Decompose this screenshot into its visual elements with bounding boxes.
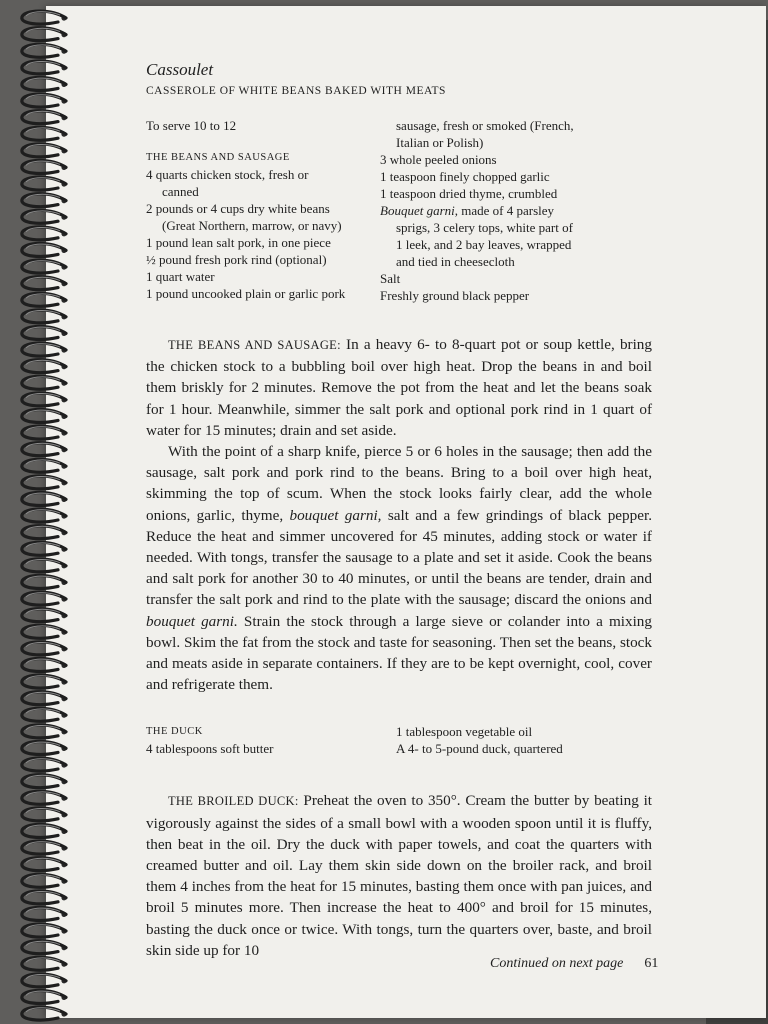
- ingredients-heading: THE DUCK: [146, 726, 203, 738]
- ingredient-line: canned: [162, 184, 199, 199]
- ingredient-line: A 4- to 5-pound duck, quartered: [396, 741, 563, 757]
- ingredients-beans-sausage: [146, 117, 652, 305]
- ingredient-line: 1 teaspoon finely chopped garlic: [380, 169, 550, 184]
- recipe-subtitle: CASSEROLE OF WHITE BEANS BAKED WITH MEATS: [146, 85, 446, 97]
- ingredient-line: sausage, fresh or smoked (French,: [396, 118, 574, 133]
- serves-line: To serve 10 to 12: [146, 118, 237, 133]
- ingredient-line: 1 leek, and 2 bay leaves, wrapped: [396, 237, 572, 252]
- ingredient-line: ½ pound fresh pork rind (optional): [146, 252, 327, 267]
- ingredient-line: 4 quarts chicken stock, fresh or: [146, 167, 309, 182]
- ingredient-line: 1 pound uncooked plain or garlic pork: [146, 286, 346, 301]
- page-number: 61: [644, 956, 659, 971]
- instruction-lead: THE BROILED DUCK:: [168, 794, 299, 809]
- ingredient-line: 1 tablespoon vegetable oil: [396, 724, 533, 740]
- instruction-lead: THE BEANS AND SAUSAGE:: [168, 338, 341, 352]
- ingredient-line: 1 quart water: [146, 269, 215, 284]
- instructions-duck: [146, 790, 652, 961]
- ingredient-line: Salt: [380, 271, 401, 286]
- ingredient-line: 3 whole peeled onions: [380, 152, 497, 167]
- instruction-paragraph: THE BROILED DUCK: Preheat the oven to 350°. Cream the butter by beating it vigorously against the sides of a small bowl with a wooden spoon until it is fluffy, then beat in the oil. Dry the duck with paper towels, and coat the quarters with creamed butter and oil. Lay them skin side down on the broiler rack, and broil them 4 inches from the heat for 15 minutes, basting them once with pan juices, and broil 5 minutes more. Then increase the heat to 400° and broil for 15 minutes, basting the duck once or twice. With tongs, turn the quarters over, baste, and broil skin side up for 10: [146, 792, 653, 959]
- ingredient-line: and tied in cheesecloth: [396, 254, 515, 269]
- instruction-paragraph: THE BEANS AND SAUSAGE: In a heavy 6- to 8-quart pot or soup kettle, bring the chicken stock to a bubbling boil over high heat. Drop the beans in and boil them briskly for 2 minutes. Remove the pot from the heat and let the beans soak for 1 hour. Meanwhile, simmer the salt pork and optional pork rind in 1 quart of water for 15 minutes; drain and set aside.: [146, 336, 652, 439]
- ingredient-line: (Great Northern, marrow, or navy): [162, 218, 342, 233]
- ingredient-line: Freshly ground black pepper: [380, 288, 530, 303]
- continued-note: Continued on next page: [490, 956, 624, 971]
- ingredient-line: 1 teaspoon dried thyme, crumbled: [380, 186, 558, 201]
- recipe-title: Cassoulet: [146, 60, 214, 79]
- ingredient-line: 4 tablespoons soft butter: [146, 741, 274, 757]
- spiral-binding: [0, 0, 100, 1024]
- page-content: [146, 60, 652, 961]
- ingredient-line: Italian or Polish): [396, 135, 484, 150]
- ingredient-line: Bouquet garni, made of 4 parsley: [380, 203, 555, 218]
- ingredient-line: 2 pounds or 4 cups dry white beans: [146, 201, 330, 216]
- ingredients-heading: THE BEANS AND SAUSAGE: [146, 152, 290, 163]
- ingredient-line: 1 pound lean salt pork, in one piece: [146, 235, 331, 250]
- instruction-paragraph: With the point of a sharp knife, pierce 5 or 6 holes in the sausage; then add the sausage, salt pork and pork rind to the beans. Bring to a boil over high heat, skimming the top of scum. When the stock looks fairly clear, add the whole onions, garlic, thyme, bouquet garni, salt and a few grindings of black pepper. Reduce the heat and simmer uncovered for 45 minutes, adding stock or water if needed. With tongs, transfer the sausage to a plate and set it aside. Cook the beans and salt pork for another 30 to 40 minutes, or until the beans are tender, drain and transfer the salt pork and rind to the plate with the sausage; discard the onions and bouquet garni. Strain the stock through a large sieve or colander into a mixing bowl. Skim the fat from the stock and taste for seasoning. Then set the beans, stock and meats aside in separate containers. If they are to be kept overnight, cool, cover and refrigerate them.: [146, 443, 652, 694]
- page-footer: [490, 956, 658, 972]
- instructions-beans-sausage: [146, 334, 652, 695]
- ingredient-line: sprigs, 3 celery tops, white part of: [396, 220, 573, 235]
- ingredients-duck: [146, 723, 652, 761]
